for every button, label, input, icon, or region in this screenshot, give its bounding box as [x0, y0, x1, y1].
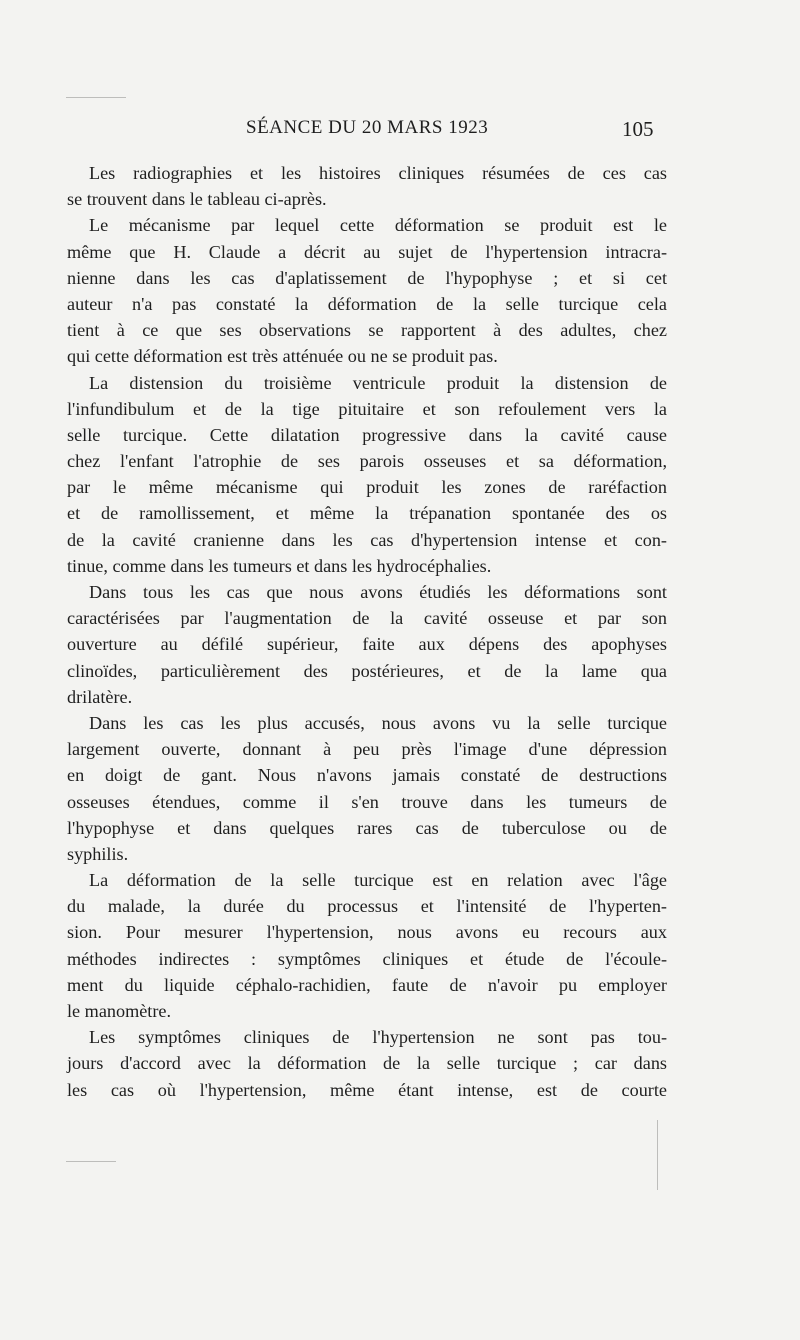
- text-line: clinoïdes, particulièrement des postérieures, et de la lame qua: [67, 660, 667, 681]
- running-head: [0, 117, 800, 143]
- paragraph: [67, 212, 667, 369]
- paragraph: [67, 710, 667, 867]
- text-line: l'infundibulum et de la tige pituitaire et son refoulement vers la: [67, 398, 667, 419]
- text-line: La déformation de la selle turcique est en relation avec l'âge: [89, 870, 667, 891]
- text-line: Les radiographies et les histoires cliniques résumées de ces cas: [89, 163, 667, 183]
- paragraph: [67, 1024, 667, 1103]
- text-line: le manomètre.: [67, 1001, 172, 1021]
- text-line: sion. Pour mesurer l'hypertension, nous avons eu recours aux: [67, 922, 667, 943]
- text-line: du malade, la durée du processus et l'intensité de l'hyperten-: [67, 896, 667, 917]
- text-line: se trouvent dans le tableau ci-après.: [67, 189, 327, 210]
- text-line: Dans tous les cas que nous avons étudiés les déformations sont: [89, 582, 667, 602]
- text-line: par le même mécanisme qui produit les zones de raréfaction: [67, 477, 667, 498]
- text-line: largement ouverte, donnant à peu près l'image d'une dépression: [67, 739, 667, 760]
- text-line: auteur n'a pas constaté la déformation de la selle turcique cela: [67, 293, 667, 314]
- text-line: selle turcique. Cette dilatation progressive dans la cavité cause: [67, 424, 667, 445]
- text-line: nienne dans les cas d'aplatissement de l'hypophyse ; et si cet: [67, 267, 667, 288]
- text-line: La distension du troisième ventricule produit la distension de: [89, 372, 667, 393]
- text-line: caractérisées par l'augmentation de la cavité osseuse et par son: [67, 608, 667, 629]
- paragraph: [67, 579, 667, 710]
- text-line: en doigt de gant. Nous n'avons jamais constaté de destructions: [67, 765, 667, 786]
- text-line: tient à ce que ses observations se rapportent à des adultes, chez: [67, 320, 667, 341]
- text-line: et de ramollissement, et même la trépanation spontanée des os: [67, 503, 667, 524]
- text-line: jours d'accord avec la déformation de la selle turcique ; car dans: [67, 1053, 667, 1074]
- text-line: ment du liquide céphalo-rachidien, faute de n'avoir pu employer: [67, 974, 667, 995]
- text-line: osseuses étendues, comme il s'en trouve dans les tumeurs de: [67, 791, 667, 812]
- body-text: [67, 160, 667, 1103]
- text-line: Le mécanisme par lequel cette déformation se produit est le: [89, 215, 667, 236]
- page-number: 105: [622, 117, 654, 141]
- text-line: ouverture au défilé supérieur, faite aux dépens des apophyses: [67, 634, 667, 655]
- text-line: Dans les cas les plus accusés, nous avons vu la selle turcique: [89, 712, 667, 733]
- text-line: tinue, comme dans les tumeurs et dans les hydrocéphalies.: [67, 555, 492, 576]
- scan-artifact-bottom-rule: [66, 1161, 116, 1162]
- text-line: même que H. Claude a décrit au sujet de l'hypertension intracra-: [67, 241, 667, 262]
- scan-artifact-right-edge: [657, 1120, 658, 1190]
- text-line: Les symptômes cliniques de l'hypertension ne sont pas tou-: [89, 1027, 667, 1048]
- text-line: drilatère.: [67, 686, 133, 707]
- text-line: les cas où l'hypertension, même étant intense, est de courte: [67, 1079, 667, 1100]
- paragraph: [67, 370, 667, 580]
- text-line: l'hypophyse et dans quelques rares cas de tuberculose ou de: [67, 817, 667, 838]
- text-line: chez l'enfant l'atrophie de ses parois osseuses et sa déformation,: [67, 451, 667, 472]
- text-line: méthodes indirectes : symptômes cliniques et étude de l'écoule-: [67, 948, 667, 969]
- paragraph: [67, 867, 667, 1024]
- text-line: syphilis.: [67, 843, 129, 864]
- text-line: de la cavité cranienne dans les cas d'hypertension intense et con-: [67, 529, 667, 550]
- paragraph: [67, 160, 667, 212]
- running-head-title: SÉANCE DU 20 MARS 1923: [246, 117, 489, 138]
- text-line: qui cette déformation est très atténuée ou ne se produit pas.: [67, 346, 498, 367]
- scan-artifact-top-rule: [66, 97, 126, 98]
